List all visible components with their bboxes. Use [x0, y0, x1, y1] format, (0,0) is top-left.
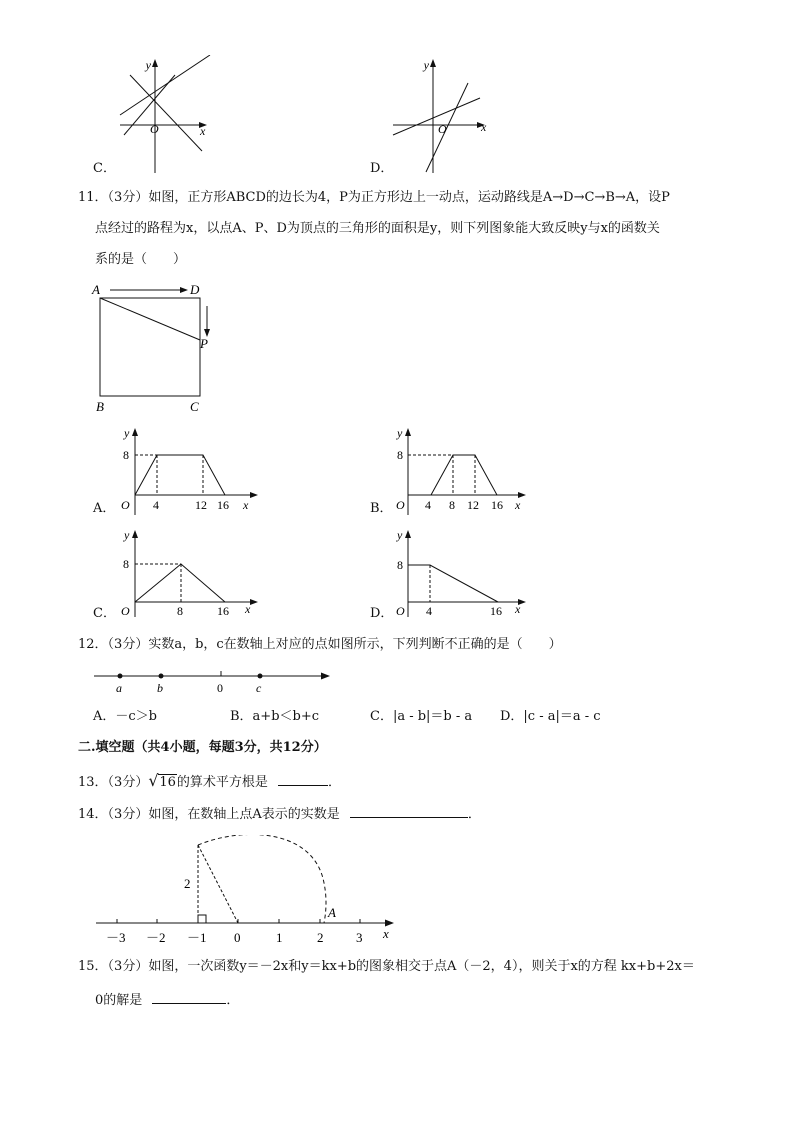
option-c-graph — [110, 55, 220, 175]
option-d-label: D． — [370, 161, 394, 176]
axis-y-label: y — [397, 528, 403, 542]
option-a-label: A． — [93, 501, 116, 516]
q12-stem: 12．（3分）实数a，b，c在数轴上对应的点如图所示，下列判断不正确的是（ ） — [78, 637, 562, 652]
x-tick: 8 — [177, 604, 183, 618]
option-b-label: B． — [370, 501, 393, 516]
vertex-b: B — [96, 399, 104, 414]
point-b-label: b — [157, 681, 163, 694]
axis-y-label: y — [124, 528, 130, 542]
graph-a — [115, 425, 265, 517]
q15-end: ． — [226, 993, 240, 1008]
q11-line2: 点经过的路程为x，以点A、P、D为顶点的三角形的面积是y，则下列图象能大致反映y与x的函数关 — [95, 221, 660, 236]
q15-line1: 15．（3分）如图，一次函数y＝－2x和y＝kx+b的图象相交于点A（－2，4），则关于x的方程 kx+b+2x＝ — [78, 959, 695, 974]
sqrt-icon: √ — [148, 771, 159, 790]
axis-y-label: y — [423, 58, 429, 72]
q12-option-d: D．|c - a|＝a - c — [500, 709, 601, 724]
tick-label: 0 — [234, 930, 241, 945]
q15-line2 — [95, 989, 239, 1010]
axis-o-label: O — [396, 498, 405, 512]
axis-x-label: x — [243, 498, 249, 512]
y-tick-8: 8 — [397, 558, 403, 572]
axis-x-label: x — [481, 120, 487, 134]
axis-x-label: x — [383, 926, 389, 941]
q14 — [78, 803, 481, 824]
q13-suffix: 的算术平方根是 — [176, 775, 268, 790]
tick-label: －2 — [146, 930, 166, 945]
q14-answer-blank[interactable] — [350, 803, 468, 818]
graph-d — [393, 527, 543, 619]
axis-y-label: y — [397, 426, 403, 440]
point-c-label: c — [256, 681, 262, 694]
tick-label: －3 — [106, 930, 126, 945]
x-tick: 16 — [490, 604, 502, 618]
zero-label: 0 — [217, 681, 223, 694]
x-tick: 12 — [467, 498, 479, 512]
q14-end: ． — [467, 807, 481, 822]
x-tick: 16 — [217, 498, 229, 512]
axis-o-label: O — [150, 122, 159, 136]
q15-answer-blank[interactable] — [152, 989, 226, 1004]
tick-label: 1 — [276, 930, 283, 945]
option-c2-label: C． — [93, 606, 116, 621]
x-tick: 12 — [195, 498, 207, 512]
option-d-graph — [388, 55, 498, 175]
axis-y-label: y — [124, 426, 130, 440]
x-tick: 4 — [153, 498, 159, 512]
axis-x-label: x — [245, 602, 251, 616]
square-figure — [88, 280, 228, 415]
vertex-d: D — [190, 282, 200, 297]
graph-b — [393, 425, 543, 517]
option-d2-label: D． — [370, 606, 394, 621]
option-c-label: C． — [93, 161, 116, 176]
tick-label: 3 — [356, 930, 363, 945]
section-heading: 二.填空题（共4小题，每题3分，共12分） — [78, 740, 327, 755]
axis-o-label: O — [121, 604, 130, 618]
q14-stem: 14．（3分）如图，在数轴上点A表示的实数是 — [78, 807, 340, 822]
axis-o-label: O — [438, 122, 447, 136]
y-tick-8: 8 — [123, 448, 129, 462]
axis-x-label: x — [515, 498, 521, 512]
height-label: 2 — [184, 876, 191, 891]
y-tick-8: 8 — [397, 448, 403, 462]
x-tick: 8 — [449, 498, 455, 512]
q11-line3: 系的是（ ） — [95, 252, 187, 267]
q12-option-c: C．|a - b|＝b - a — [370, 709, 473, 724]
x-tick: 16 — [217, 604, 229, 618]
axis-x-label: x — [200, 124, 206, 138]
tick-label: 2 — [317, 930, 324, 945]
vertex-p: P — [200, 336, 208, 351]
axis-x-label: x — [515, 602, 521, 616]
q14-figure — [92, 835, 402, 947]
y-tick-8: 8 — [123, 557, 129, 571]
q12-option-b: B．a+b＜b+c — [230, 709, 320, 724]
axis-o-label: O — [121, 498, 130, 512]
x-tick: 16 — [491, 498, 503, 512]
vertex-a: A — [92, 282, 100, 297]
vertex-c: C — [190, 399, 199, 414]
q13-end: ． — [328, 775, 342, 790]
q13 — [78, 771, 341, 792]
graph-c — [115, 527, 265, 619]
sqrt-expression — [148, 771, 177, 792]
point-a-label: a — [116, 681, 122, 694]
q13-prefix: 13．（3分） — [78, 775, 149, 790]
q12-option-a: A．－c＞b — [93, 709, 157, 724]
q12-numberline — [92, 664, 337, 694]
axis-o-label: O — [396, 604, 405, 618]
q13-radicand: 16 — [159, 775, 176, 790]
tick-label: －1 — [187, 930, 207, 945]
point-a-label: A — [328, 905, 336, 920]
q11-line1: 11．（3分）如图，正方形ABCD的边长为4，P为正方形边上一动点，运动路线是A→D→C→B→A，设P — [78, 190, 670, 205]
axis-y-label: y — [145, 58, 151, 72]
x-tick: 4 — [426, 604, 432, 618]
x-tick: 4 — [425, 498, 431, 512]
q15-line2-text: 0的解是 — [95, 993, 143, 1008]
q13-answer-blank[interactable] — [278, 771, 328, 786]
